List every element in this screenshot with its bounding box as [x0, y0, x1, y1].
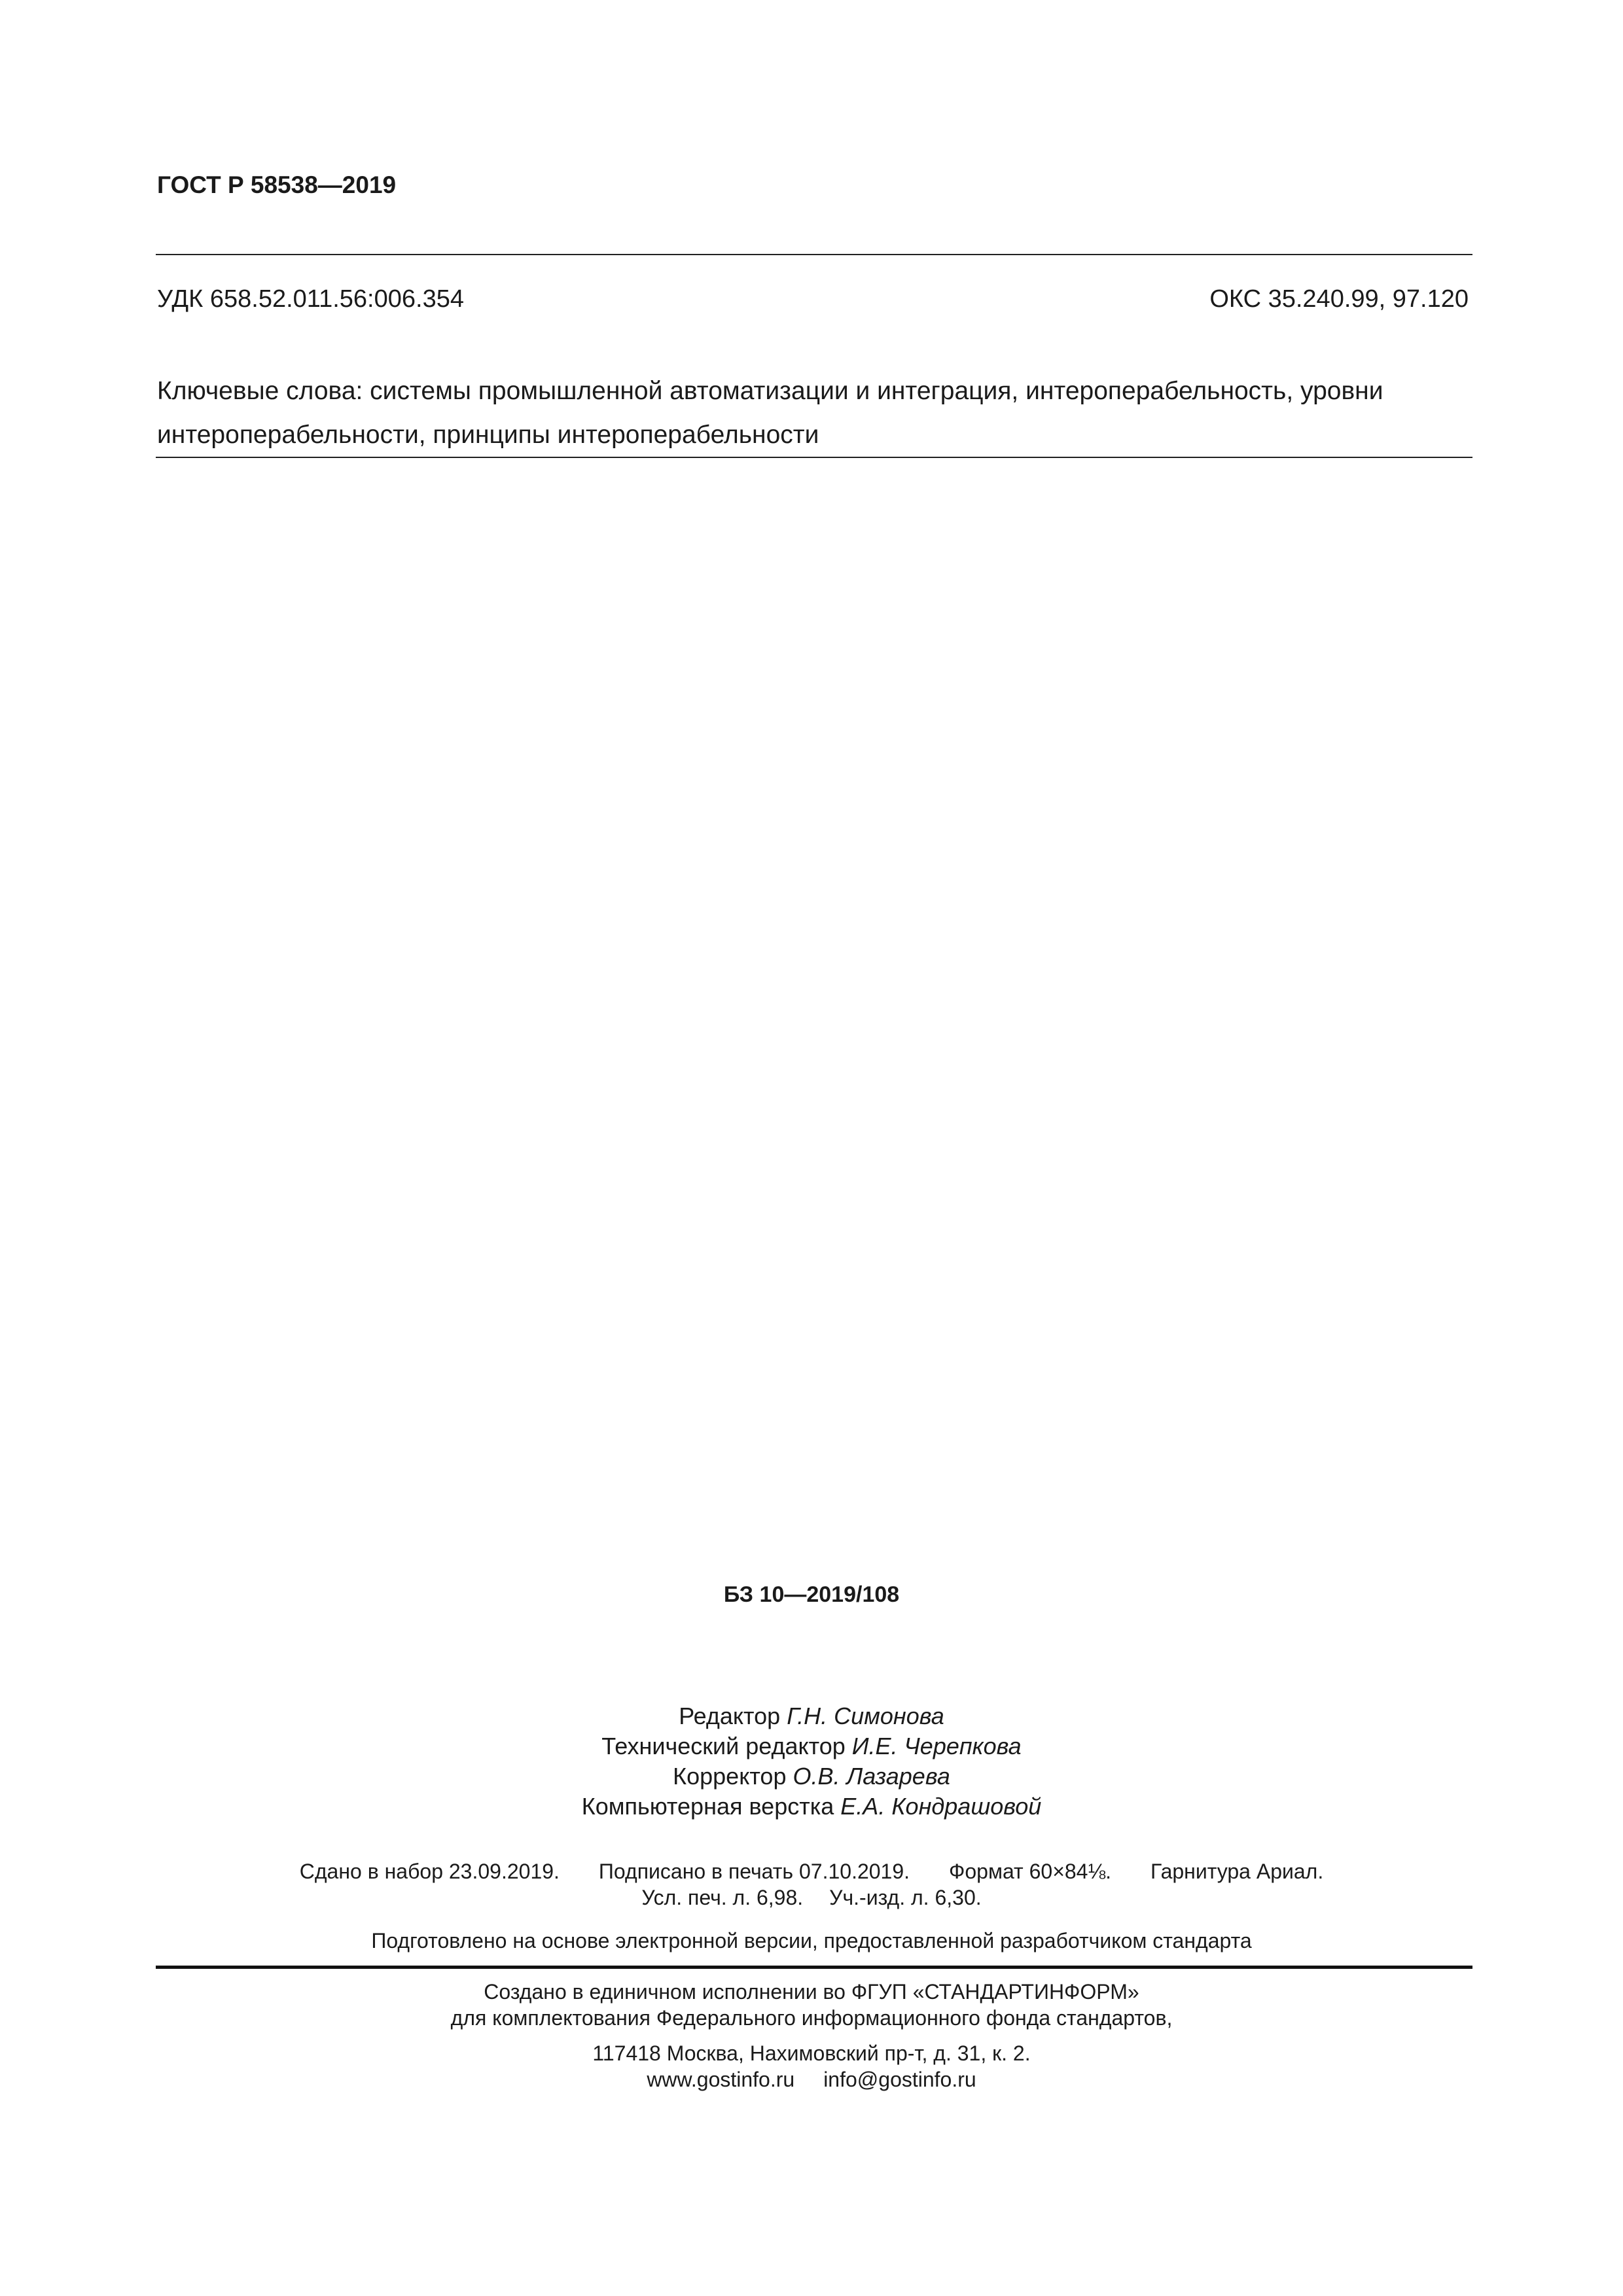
- submitted-date: Сдано в набор 23.09.2019.: [299, 1860, 560, 1883]
- keywords-divider: [156, 457, 1472, 458]
- top-divider: [156, 254, 1472, 255]
- staff-tech-editor: Технический редактор И.Е. Черепкова: [601, 1733, 1022, 1759]
- keywords-line: интероперабельности, принципы интероперабельности: [157, 421, 819, 449]
- staff-layout: Компьютерная верстка Е.А. Кондрашовой: [581, 1793, 1042, 1820]
- contact-line: [0, 2066, 1623, 2093]
- oks-code: ОКС 35.240.99, 97.120: [1209, 285, 1469, 313]
- signed-date: Подписано в печать 07.10.2019.: [598, 1860, 910, 1883]
- footer-created: [0, 1979, 1623, 2031]
- email-link[interactable]: info@gostinfo.ru: [823, 2068, 976, 2091]
- print-sheets: Усл. печ. л. 6,98.: [641, 1886, 804, 1909]
- website-link[interactable]: www.gostinfo.ru: [647, 2068, 795, 2091]
- footer-divider: [156, 1966, 1472, 1969]
- udk-code: УДК 658.52.011.56:006.354: [157, 285, 464, 313]
- created-line: Создано в единичном исполнении во ФГУП «СТАНДАРТИНФОРМ»: [484, 1980, 1139, 2004]
- publ-sheets: Уч.-изд. л. 6,30.: [829, 1886, 982, 1909]
- typeface: Гарнитура Ариал.: [1150, 1860, 1324, 1883]
- staff-editor: Редактор Г.Н. Симонова: [679, 1703, 944, 1729]
- staff-list: [0, 1701, 1623, 1822]
- paper-format: Формат 60×84⅛.: [949, 1860, 1112, 1883]
- staff-corrector: Корректор О.В. Лазарева: [673, 1763, 950, 1790]
- keywords-block: [157, 369, 1472, 457]
- created-line: для комплектования Федерального информационного фонда стандартов,: [450, 2006, 1173, 2030]
- bz-code: БЗ 10—2019/108: [723, 1582, 900, 1607]
- prepared-note: Подготовлено на основе электронной версии, предоставленной разработчиком стандарта: [371, 1929, 1252, 1952]
- publication-line: [0, 1884, 1623, 1911]
- document-code: ГОСТ Р 58538—2019: [157, 171, 397, 198]
- address: 117418 Москва, Нахимовский пр-т, д. 31, к. 2.: [592, 2041, 1031, 2065]
- keywords-line: Ключевые слова: системы промышленной автоматизации и интеграция, интероперабельность, уровни: [157, 377, 1383, 405]
- publication-details: [0, 1858, 1623, 1911]
- publication-line: [0, 1858, 1623, 1884]
- footer-contacts: [0, 2040, 1623, 2093]
